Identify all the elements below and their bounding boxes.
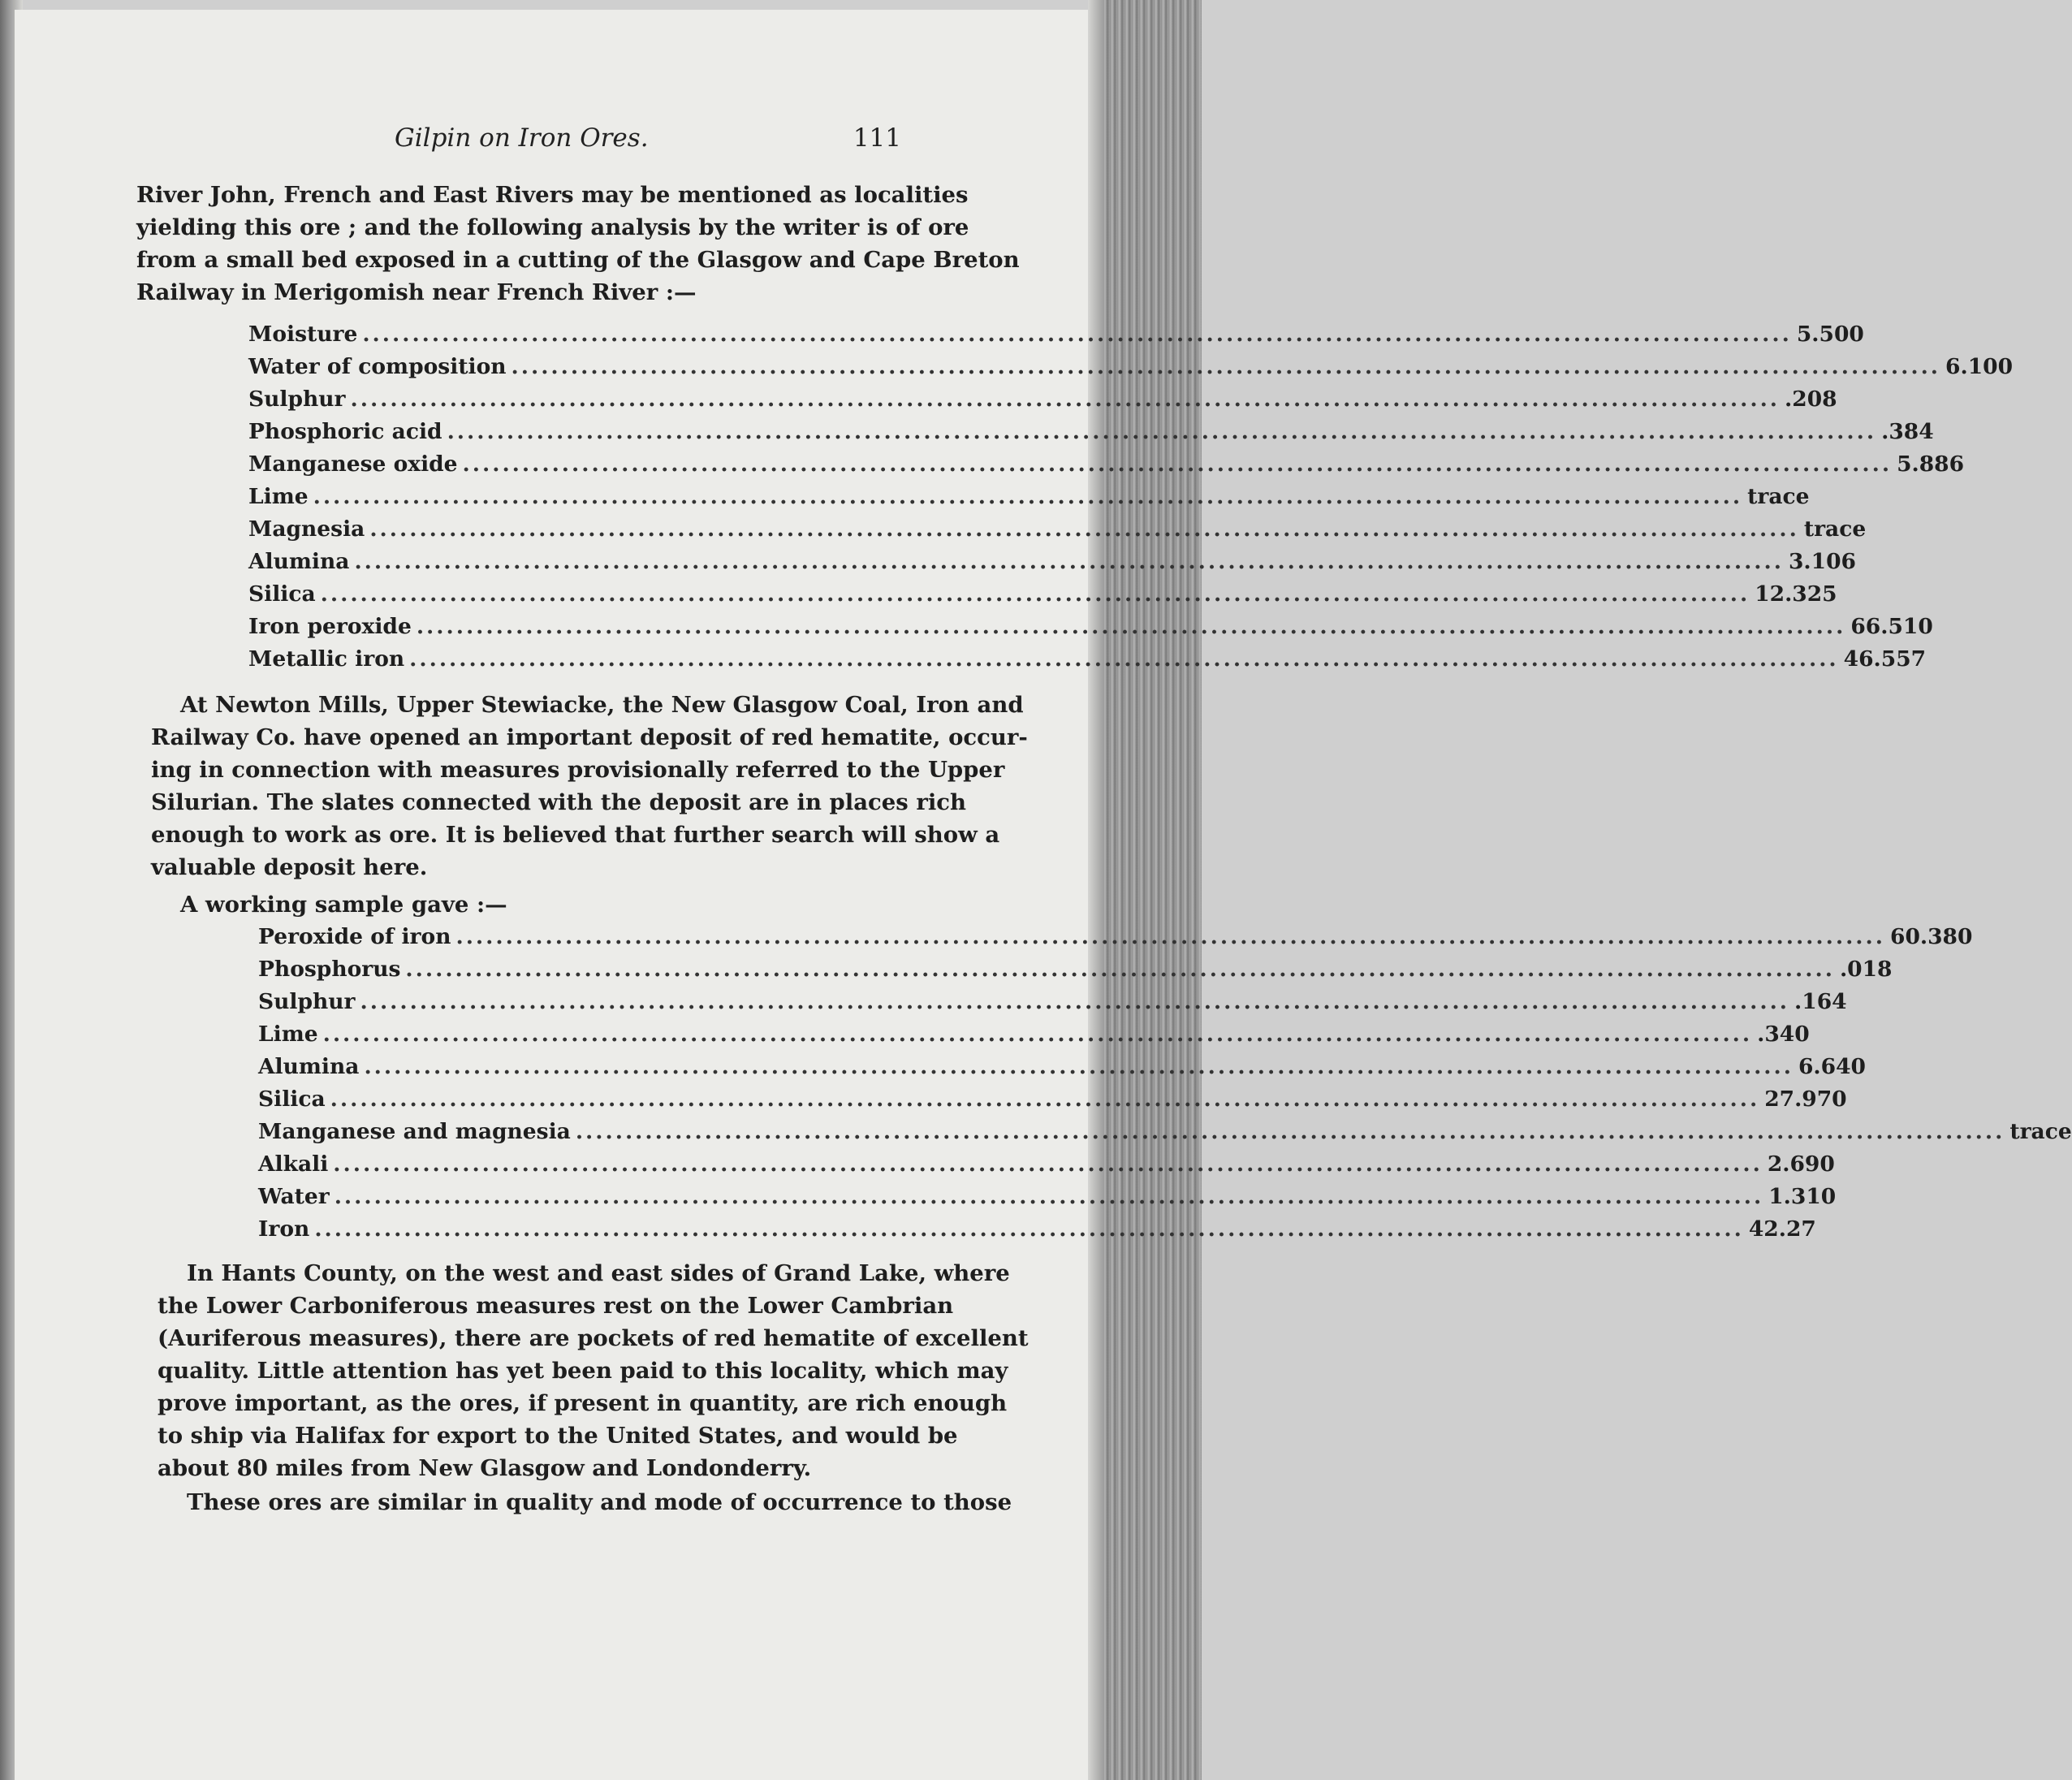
table-row [248,614,1933,646]
component-value: 2.690 [1767,1151,1835,1177]
text-line: Silurian. The slates connected with the deposit are in places rich [151,789,967,815]
table-row [258,1119,2072,1151]
table-row [248,646,1927,679]
running-title: Gilpin on Iron Ores. [395,123,649,153]
component-value: trace [1747,484,1810,509]
table-row [248,581,1837,614]
analysis-table-2 [258,924,2072,1249]
text-line: valuable deposit here. [151,854,428,880]
page-edges [1088,0,1202,1780]
component-value: 1.310 [1768,1184,1837,1209]
text-line: Railway in Merigomish near French River :— [136,279,697,305]
text-line: (Auriferous measures), there are pockets of red hematite of excellent [158,1325,1029,1351]
component-value: 46.557 [1843,646,1927,672]
component-value: 3.106 [1788,549,1856,574]
component-value: 6.640 [1798,1054,1866,1079]
component-value: 5.500 [1796,322,1864,347]
page-number: 111 [853,123,901,153]
component-label: Peroxide of iron [258,924,451,949]
component-value: .018 [1839,957,1893,982]
component-label: Sulphur [258,989,356,1014]
component-value: .208 [1785,387,1837,412]
table-row [258,1184,1837,1216]
table-row [258,1151,1835,1184]
component-value: .164 [1794,989,1847,1014]
paragraph-4 [158,1486,1012,1519]
table-row [258,1216,1816,1249]
text-line: In Hants County, on the west and east sides of Grand Lake, where [187,1260,1010,1286]
text-line: ing in connection with measures provisionally referred to the Upper [151,757,1005,783]
table-row [258,924,1973,957]
component-label: Phosphorus [258,957,401,982]
table-row [248,549,1856,581]
sample-caption: A working sample gave :— [180,892,507,918]
component-value: .384 [1881,419,1934,444]
text-line: quality. Little attention has yet been paid to this locality, which may [158,1358,1008,1384]
table-row [248,516,1867,549]
text-line: prove important, as the ores, if present in quantity, are rich enough [158,1390,1008,1416]
component-label: Alumina [258,1054,360,1079]
component-label: Manganese oxide [248,451,458,477]
table-row [248,419,1934,451]
table-row [258,1054,1866,1087]
component-value: 6.100 [1945,354,2014,379]
component-label: Silica [258,1087,326,1112]
component-label: Water [258,1184,330,1209]
component-label: Sulphur [248,387,346,412]
text-line: Railway Co. have opened an important deposit of red hematite, occur- [151,724,1028,750]
component-label: Lime [248,484,309,509]
component-label: Lime [258,1022,318,1047]
component-value: 27.970 [1764,1087,1847,1112]
text-line: River John, French and East Rivers may be mentioned as localities [136,182,969,208]
component-label: Moisture [248,322,358,347]
component-value: 66.510 [1850,614,1933,639]
text-line: the Lower Carboniferous measures rest on the Lower Cambrian [158,1293,954,1319]
component-label: Phosphoric acid [248,419,442,444]
component-label: Silica [248,581,316,607]
table-row [248,451,1965,484]
text-line: These ores are similar in quality and mode of occurrence to those [187,1489,1012,1515]
component-value: 60.380 [1890,924,1973,949]
table-row [248,322,1864,354]
component-value: trace [1803,516,1867,542]
component-value: 42.27 [1748,1216,1816,1242]
component-label: Alkali [258,1151,329,1177]
paragraph-3 [158,1257,1029,1484]
text-line: yielding this ore ; and the following analysis by the writer is of ore [136,214,969,240]
analysis-table-1 [248,322,2014,679]
text-line: about 80 miles from New Glasgow and Londonderry. [158,1455,812,1481]
component-label: Iron peroxide [248,614,412,639]
table-row [248,354,2014,387]
text-line: from a small bed exposed in a cutting of the Glasgow and Cape Breton [136,247,1020,273]
table-row [258,957,1893,989]
table-row [258,989,1847,1022]
component-value: trace [2009,1119,2072,1144]
component-label: Manganese and magnesia [258,1119,571,1144]
component-label: Metallic iron [248,646,405,672]
paragraph-1 [136,179,1020,309]
component-label: Magnesia [248,516,365,542]
running-head [390,123,909,156]
paragraph-2 [151,689,1028,884]
component-value: 5.886 [1897,451,1965,477]
table-row [258,1022,1810,1054]
component-label: Alumina [248,549,350,574]
component-label: Iron [258,1216,310,1242]
text-line: enough to work as ore. It is believed that further search will show a [151,822,1000,848]
text-line: At Newton Mills, Upper Stewiacke, the New Glasgow Coal, Iron and [180,692,1024,718]
table-row [248,387,1837,419]
text-line: to ship via Halifax for export to the United States, and would be [158,1423,958,1449]
table-row [248,484,1810,516]
component-value: 12.325 [1755,581,1837,607]
component-value: .340 [1757,1022,1810,1047]
table-row [258,1087,1847,1119]
component-label: Water of composition [248,354,507,379]
